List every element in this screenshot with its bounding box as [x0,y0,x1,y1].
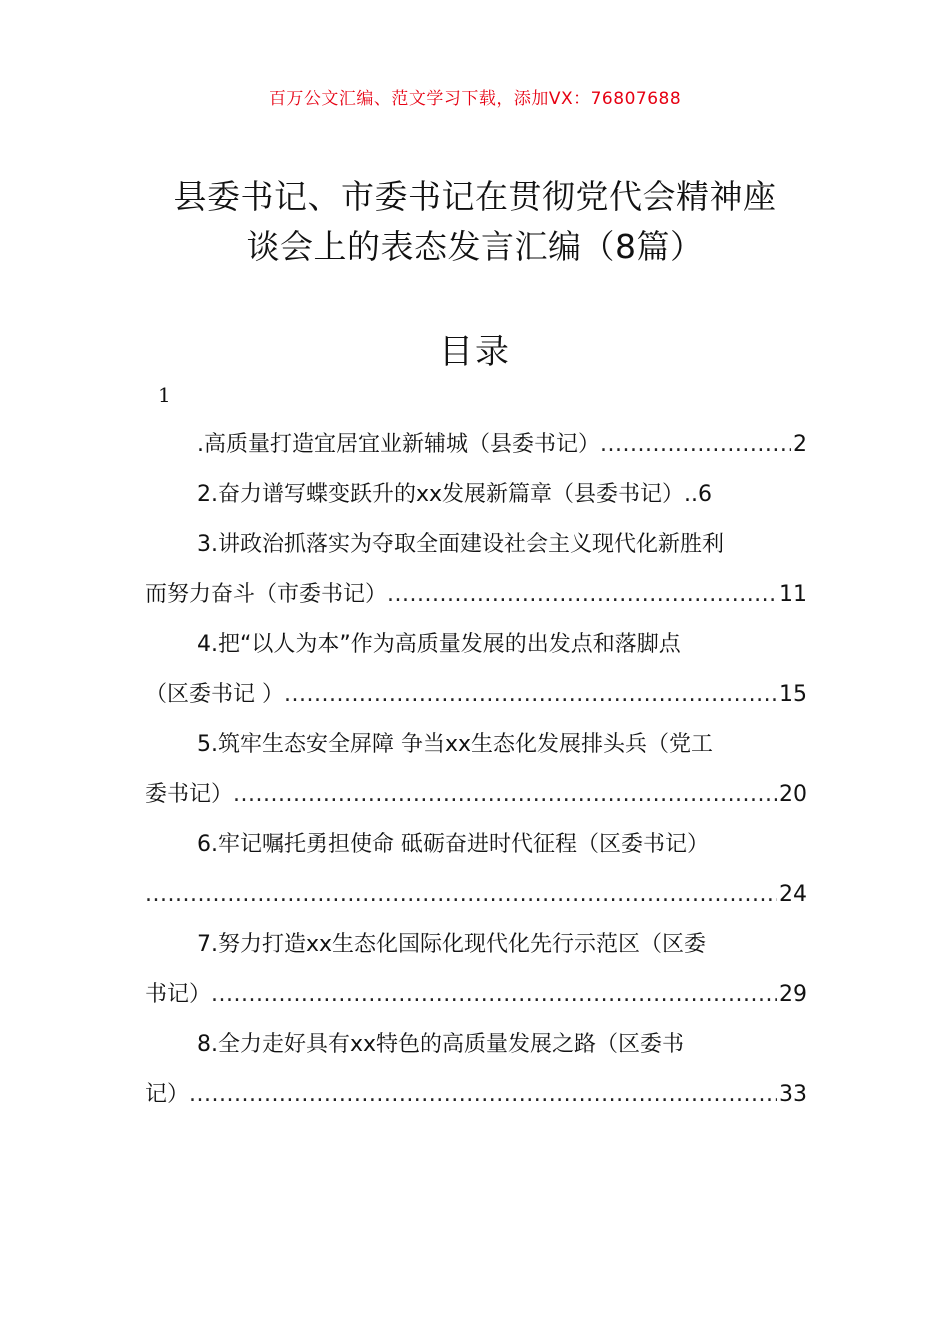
toc-entry-8[interactable] [145,1020,807,1120]
toc-entry-title-cont: 记） [145,1082,190,1107]
document-title [110,172,840,272]
toc-page-number: 29 [779,982,807,1007]
header-banner: 百万公文汇编、范文学习下载，添加VX：76807688 [268,89,682,109]
stray-number: 1 [158,383,171,407]
toc-page-number: 2 [793,432,807,457]
toc-leader-dots [233,770,777,820]
toc-entry-title: 8.全力走好具有xx特色的高质量发展之路（区委书 [197,1032,685,1057]
toc-leader-dots [284,670,777,720]
toc-entry-title: 5.筑牢生态安全屏障 争当xx生态化发展排头兵（党工 [197,732,714,757]
toc-page-number: ..6 [684,482,713,507]
toc-entry-1[interactable] [145,420,807,470]
toc-entry-6[interactable] [145,820,807,920]
toc-entry-title: 6.牢记嘱托勇担使命 砥砺奋进时代征程（区委书记） [197,832,709,857]
toc-entry-title: 2.奋力谱写蝶变跃升的xx发展新篇章（县委书记） [197,482,685,507]
toc-page-number: 15 [779,682,807,707]
toc-page-number: 11 [779,582,807,607]
title-line-2: 谈会上的表态发言汇编（8篇） [246,227,704,266]
toc-entry-title-cont: 委书记） [145,782,234,807]
toc-entry-title: 4.把“以人为本”作为高质量发展的出发点和落脚点 [197,632,681,657]
toc-page-number: 24 [779,882,807,907]
toc-entry-title-cont: 书记） [145,982,212,1007]
toc-entry-7[interactable] [145,920,807,1020]
toc-leader-dots [189,1070,777,1120]
toc-leader-dots [600,420,791,470]
toc-entry-title-cont: （区委书记 ） [145,682,284,707]
toc-entry-title: .高质量打造宜居宜业新辅城（县委书记） [197,432,600,457]
toc-entry-title: 7.努力打造xx生态化国际化现代化先行示范区（区委 [197,932,707,957]
table-of-contents [145,420,807,1120]
toc-page-number: 33 [779,1082,807,1107]
toc-leader-dots [145,870,777,920]
toc-leader-dots [211,970,777,1020]
title-line-1: 县委书记、市委书记在贯彻党代会精神座 [173,177,777,216]
toc-entry-title-cont: 而努力奋斗（市委书记） [145,582,388,607]
toc-page-number: 20 [779,782,807,807]
toc-entry-5[interactable] [145,720,807,820]
toc-entry-title: 3.讲政治抓落实为夺取全面建设社会主义现代化新胜利 [197,532,724,557]
toc-entry-2[interactable] [145,470,807,520]
toc-entry-4[interactable] [145,620,807,720]
toc-heading: 目录 [439,332,511,372]
toc-leader-dots [387,570,777,620]
toc-entry-3[interactable] [145,520,807,620]
